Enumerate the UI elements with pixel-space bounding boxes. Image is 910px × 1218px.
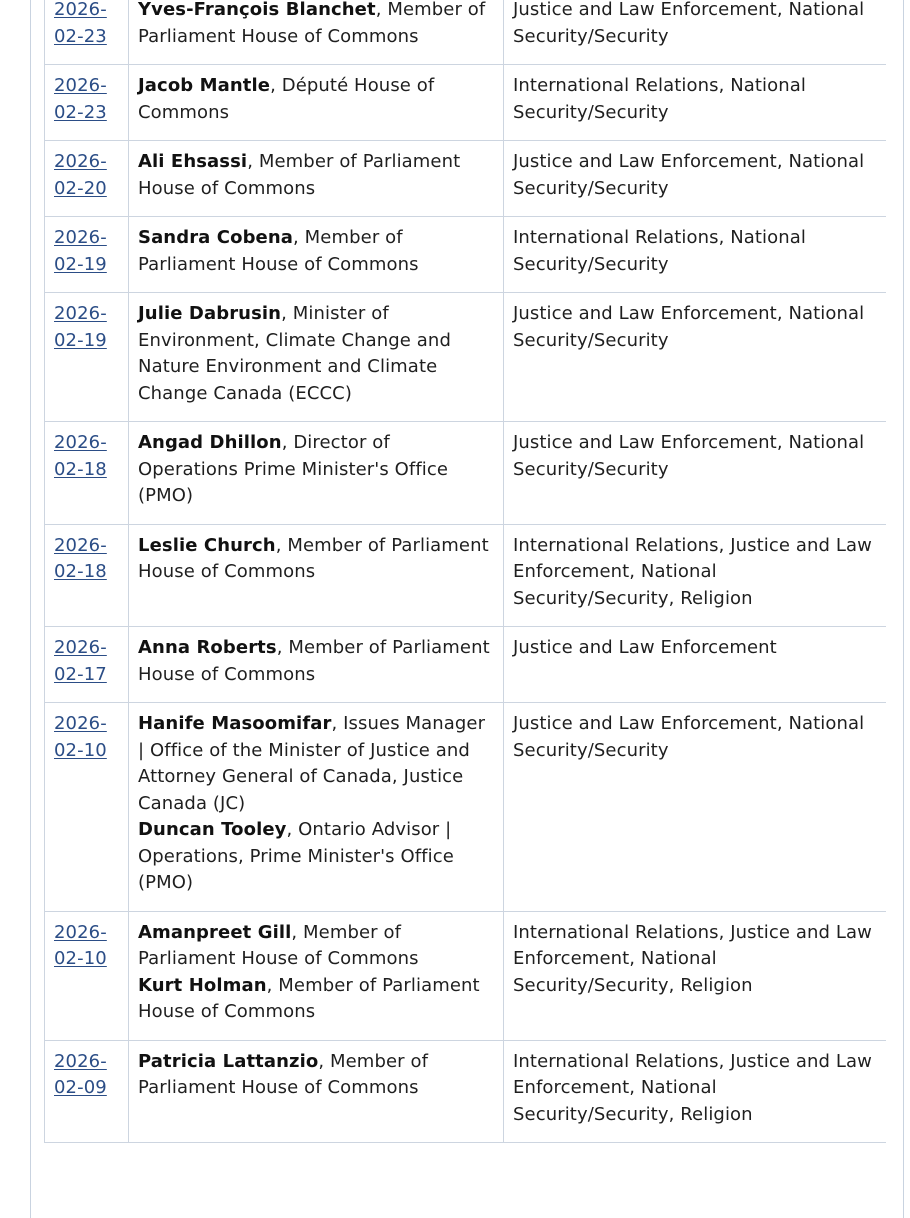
official-entry [138,1049,494,1102]
officials-cell [129,627,504,703]
date-cell [45,293,129,422]
official-name: Yves-François Blanchet [138,0,376,20]
table-row [45,141,887,217]
official-name: Leslie Church [138,534,276,556]
communication-date-link[interactable]: 2026-02-19 [54,303,107,351]
table-row [45,293,887,422]
table-row [45,0,887,65]
table-row [45,422,887,525]
official-title: , Member of Parliament House of Commons [138,0,486,47]
subject-matters-cell: Justice and Law Enforcement, National Security/Security [504,422,887,525]
table-row [45,524,887,627]
official-entry [138,533,494,586]
official-name: Julie Dabrusin [138,303,282,324]
subject-matters-cell: Justice and Law Enforcement, National Security/Security [504,0,887,65]
official-name: Kurt Holman [138,974,267,996]
date-cell [45,1040,129,1143]
subject-matters-cell: International Relations, National Security/Security [504,217,887,293]
official-title: , Issues Manager | Office of the Minister of Justice and Attorney General of Canada, Justice Canada (JC) [138,713,486,814]
communication-date-link[interactable]: 2026-02-20 [54,151,107,199]
officials-cell [129,703,504,912]
communication-date-link[interactable]: 2026-02-23 [54,0,107,47]
communication-date-link[interactable]: 2026-02-19 [54,227,107,275]
communication-date-link[interactable]: 2026-02-18 [54,534,107,582]
subject-matters-cell: Justice and Law Enforcement, National Security/Security [504,293,887,422]
official-entry [138,711,494,817]
subject-matters-cell: International Relations, Justice and Law Enforcement, National Security/Security, Religion [504,524,887,627]
official-name: Ali Ehsassi [138,151,248,172]
official-entry [138,817,494,897]
officials-cell [129,0,504,65]
date-cell [45,0,129,65]
official-title: , Member of Parliament House of Commons [138,534,489,582]
officials-cell [129,65,504,141]
table-row [45,217,887,293]
communications-table [44,0,886,1143]
official-name: Patricia Lattanzio [138,1050,319,1072]
officials-cell [129,422,504,525]
official-entry [138,301,494,407]
official-title: , Member of Parliament House of Commons [138,1050,429,1098]
official-title: , Director of Operations Prime Minister's Office (PMO) [138,432,449,506]
officials-cell [129,911,504,1040]
official-title: , Member of Parliament House of Commons [138,637,490,685]
official-name: Duncan Tooley [138,819,287,840]
official-title: , Ontario Advisor | Operations, Prime Minister's Office (PMO) [138,819,454,893]
official-entry [138,0,494,50]
subject-matters-cell: International Relations, National Security/Security [504,65,887,141]
officials-cell [129,524,504,627]
date-cell [45,911,129,1040]
official-entry [138,225,494,278]
subject-matters-cell: International Relations, Justice and Law Enforcement, National Security/Security, Religion [504,911,887,1040]
official-entry [138,73,494,126]
communication-date-link[interactable]: 2026-02-09 [54,1050,107,1098]
officials-cell [129,293,504,422]
official-title: , Minister of Environment, Climate Change and Nature Environment and Climate Change Canada (ECCC) [138,303,451,404]
communication-date-link[interactable]: 2026-02-18 [54,432,107,480]
date-cell [45,65,129,141]
officials-cell [129,1040,504,1143]
date-cell [45,627,129,703]
officials-cell [129,141,504,217]
official-entry [138,430,494,510]
official-title: , Député House of Commons [138,75,435,123]
official-name: Sandra Cobena [138,227,294,248]
communication-date-link[interactable]: 2026-02-23 [54,75,107,123]
communications-table-body [45,0,887,1143]
official-name: Angad Dhillon [138,432,282,453]
communication-date-link[interactable]: 2026-02-17 [54,637,107,685]
subject-matters-cell: Justice and Law Enforcement, National Security/Security [504,141,887,217]
table-row [45,703,887,912]
table-row [45,911,887,1040]
official-entry [138,635,494,688]
officials-cell [129,217,504,293]
official-name: Anna Roberts [138,637,277,658]
subject-matters-cell: International Relations, Justice and Law Enforcement, National Security/Security, Religion [504,1040,887,1143]
communications-table-container [44,0,886,1200]
subject-matters-cell: Justice and Law Enforcement, National Security/Security [504,703,887,912]
communication-date-link[interactable]: 2026-02-10 [54,713,107,761]
official-title: , Member of Parliament House of Commons [138,151,461,199]
official-entry [138,973,494,1026]
official-title: , Member of Parliament House of Commons [138,921,419,969]
official-title: , Member of Parliament House of Commons [138,974,480,1022]
communication-date-link[interactable]: 2026-02-10 [54,921,107,969]
official-name: Amanpreet Gill [138,921,292,943]
official-name: Jacob Mantle [138,75,271,96]
table-row [45,1040,887,1143]
official-title: , Member of Parliament House of Commons [138,227,419,275]
official-entry [138,149,494,202]
official-entry [138,920,494,973]
date-cell [45,422,129,525]
subject-matters-cell: Justice and Law Enforcement [504,627,887,703]
date-cell [45,217,129,293]
table-row [45,65,887,141]
date-cell [45,703,129,912]
date-cell [45,141,129,217]
official-name: Hanife Masoomifar [138,713,332,734]
table-row [45,627,887,703]
date-cell [45,524,129,627]
